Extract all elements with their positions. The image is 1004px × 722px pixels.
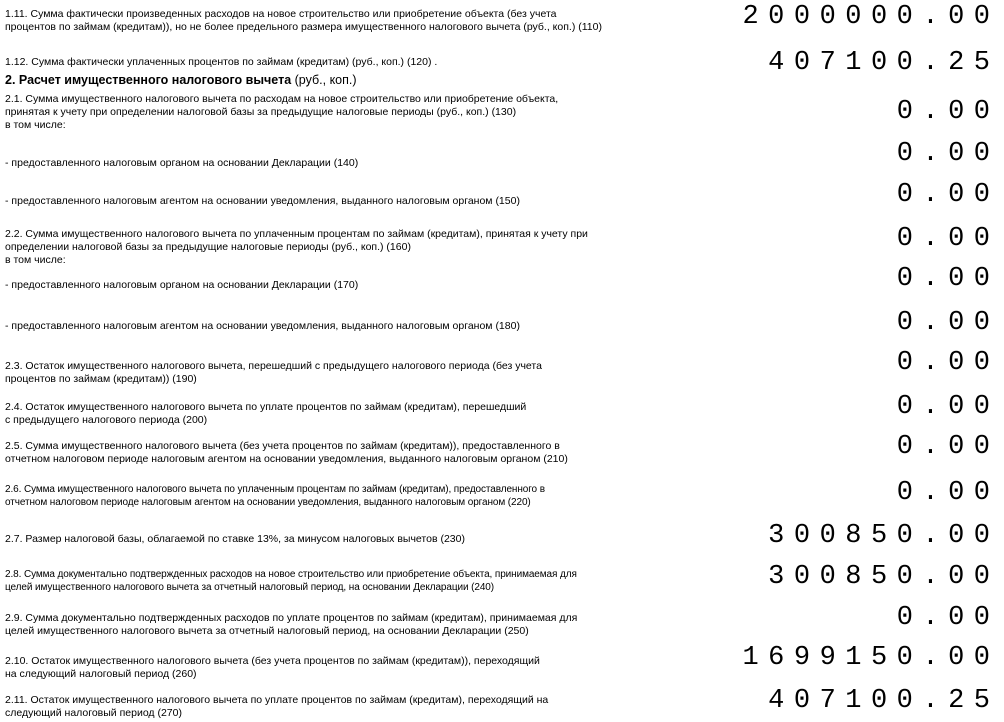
line-240-label: 2.8. Сумма документально подтвержденных расходов на новое строительство или приобретение объекта, принимаемая для целей имущественного налогового вычета за отчетный налоговый период, на основании Декларации (240) xyxy=(5,569,577,593)
section-2-heading xyxy=(5,73,357,87)
line-250-value: 0.00 xyxy=(896,603,1000,633)
line-130-label: 2.1. Сумма имущественного налогового вычета по расходам на новое строительство или приобретение объекта, принятая к учету при определении налоговой базы за предыдущие налоговые периоды (руб., коп.) (130) в том числе: xyxy=(5,93,559,131)
line-170-value: 0.00 xyxy=(896,264,1000,294)
line-140-label: - предоставленного налоговым органом на основании Декларации (140) xyxy=(5,157,359,169)
line-150-label: - предоставленного налоговым агентом на основании уведомления, выданного налоговым органом (150) xyxy=(5,195,520,207)
line-120-label: 1.12. Сумма фактически уплаченных процентов по займам (кредитам) (руб., коп.) (120) . xyxy=(5,56,438,68)
section-2-title: 2. Расчет имущественного налогового вычета xyxy=(5,73,292,87)
line-110-value: 2000000.00 xyxy=(742,2,1000,32)
line-190-label: 2.3. Остаток имущественного налогового вычета, перешедший с предыдущего налогового периода (без учета процентов по займам (кредитам)) (190) xyxy=(5,360,542,385)
line-260-label: 2.10. Остаток имущественного налогового вычета (без учета процентов по займам (кредитам)), переходящий на следующий налоговый период (260) xyxy=(5,655,540,680)
line-210-value: 0.00 xyxy=(896,432,1000,462)
line-140-value: 0.00 xyxy=(896,139,1000,169)
line-170-label: - предоставленного налоговым органом на основании Декларации (170) xyxy=(5,279,359,291)
line-200-value: 0.00 xyxy=(896,392,1000,422)
line-160-value: 0.00 xyxy=(896,224,1000,254)
line-210-label: 2.5. Сумма имущественного налогового вычета (без учета процентов по займам (кредитам)), предоставленного в отчетном налоговом периоде налоговым агентом на основании уведомления, выданного налоговым органом (210) xyxy=(5,440,568,465)
line-230-label: 2.7. Размер налоговой базы, облагаемой по ставке 13%, за минусом налоговых вычетов (230) xyxy=(5,533,465,545)
section-2-units: (руб., коп.) xyxy=(291,73,357,87)
line-240-value: 300850.00 xyxy=(768,562,1000,592)
line-250-label: 2.9. Сумма документально подтвержденных расходов по уплате процентов по займам (кредитам), принимаемая для целей имущественного налогового вычета за отчетный налоговый период, на основании Декларации (250) xyxy=(5,612,578,637)
line-230-value: 300850.00 xyxy=(768,521,1000,551)
line-200-label: 2.4. Остаток имущественного налогового вычета по уплате процентов по займам (кредитам), перешедший с предыдущего налогового периода (200) xyxy=(5,401,527,426)
line-270-value: 407100.25 xyxy=(768,686,1000,716)
line-130-value: 0.00 xyxy=(896,97,1000,127)
line-190-value: 0.00 xyxy=(896,348,1000,378)
line-220-label: 2.6. Сумма имущественного налогового вычета по уплаченным процентам по займам (кредитам), предоставленного в отчетном налоговом периоде налоговым агентом на основании уведомления, выданного налоговым органом (220) xyxy=(5,484,545,508)
line-110-label: 1.11. Сумма фактически произведенных расходов на новое строительство или приобретение объекта (без учета процентов по займам (кредитам)), но не более предельного размера имущественного налогового вычета (руб., коп.) (110) xyxy=(5,8,602,33)
line-260-value: 1699150.00 xyxy=(742,643,1000,673)
line-220-value: 0.00 xyxy=(896,478,1000,508)
line-160-label: 2.2. Сумма имущественного налогового вычета по уплаченным процентам по займам (кредитам), принятая к учету при определении налоговой базы за предыдущие налоговые периоды (руб., коп.) (160) в том числе: xyxy=(5,228,588,266)
line-180-value: 0.00 xyxy=(896,308,1000,338)
line-270-label: 2.11. Остаток имущественного налогового вычета по уплате процентов по займам (кредитам), переходящий на следующий налоговый период (270) xyxy=(5,694,549,719)
line-150-value: 0.00 xyxy=(896,180,1000,210)
line-180-label: - предоставленного налоговым агентом на основании уведомления, выданного налоговым органом (180) xyxy=(5,320,520,332)
line-120-value: 407100.25 xyxy=(768,48,1000,78)
